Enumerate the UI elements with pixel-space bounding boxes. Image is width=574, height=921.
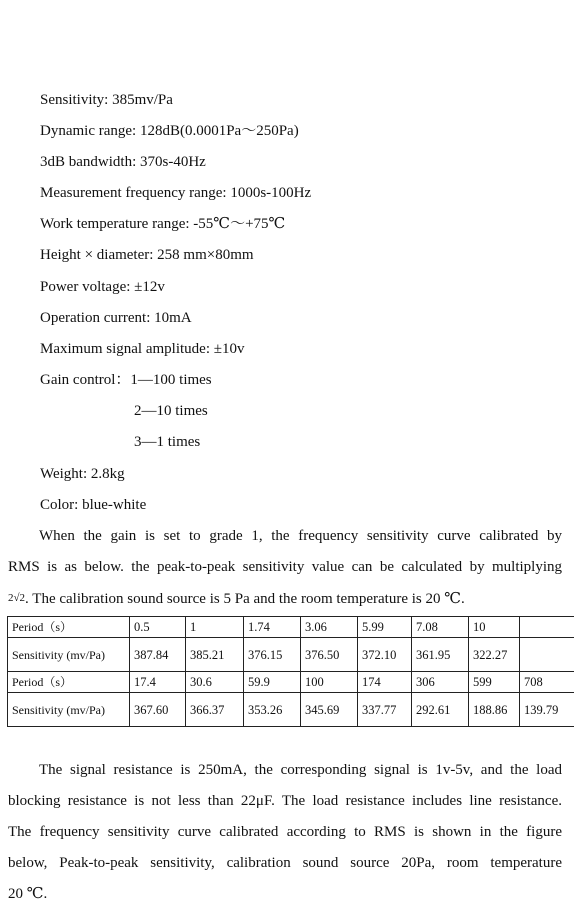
table-row	[8, 638, 574, 672]
paragraph2-line3: The frequency sensitivity curve calibrated according to RMS is shown in the figure	[8, 824, 562, 840]
table-cell: 0.5	[130, 617, 186, 638]
spec-gain-2: 2—10 times	[134, 403, 208, 419]
table-cell: 372.10	[358, 638, 412, 672]
paragraph2-line1: The signal resistance is 250mA, the corresponding signal is 1v-5v, and the load	[39, 762, 562, 778]
table-row	[8, 617, 574, 638]
table-cell: 5.99	[358, 617, 412, 638]
table-cell: 174	[358, 672, 412, 693]
spec-dimensions: Height × diameter: 258 mm×80mm	[40, 247, 254, 263]
sqrt-symbol: √2	[13, 592, 26, 604]
table-cell: Period（s）	[8, 672, 130, 693]
spec-color: Color: blue-white	[40, 497, 147, 513]
table-cell: 385.21	[186, 638, 244, 672]
table-row	[8, 693, 574, 727]
spec-weight: Weight: 2.8kg	[40, 466, 125, 482]
paragraph2-line5: 20 ℃.	[8, 886, 48, 902]
table-cell: Sensitivity (mv/Pa)	[8, 693, 130, 727]
table-cell: Sensitivity (mv/Pa)	[8, 638, 130, 672]
spec-power-voltage: Power voltage: ±12v	[40, 279, 165, 295]
calibration-paragraph	[8, 521, 562, 615]
spec-max-amplitude: Maximum signal amplitude: ±10v	[40, 341, 245, 357]
table-cell	[520, 617, 574, 638]
table-cell: Period（s）	[8, 617, 130, 638]
spec-gain-control: Gain control：1—100 times	[40, 372, 212, 388]
spec-gain-3: 3—1 times	[134, 434, 201, 450]
table-cell: 292.61	[412, 693, 469, 727]
table-cell: 100	[301, 672, 358, 693]
table-cell: 10	[469, 617, 520, 638]
table-cell: 708	[520, 672, 574, 693]
table-cell: 3.06	[301, 617, 358, 638]
paragraph1-line3-text: . The calibration sound source is 5 Pa and the room temperature is 20 ℃.	[25, 591, 465, 607]
table-cell: 139.79	[520, 693, 574, 727]
table-cell: 599	[469, 672, 520, 693]
paragraph2-line2: blocking resistance is not less than 22μF. The load resistance includes line resistance.	[8, 793, 562, 809]
table-cell: 387.84	[130, 638, 186, 672]
table-cell: 376.15	[244, 638, 301, 672]
spec-measurement-range: Measurement frequency range: 1000s-100Hz	[40, 185, 312, 201]
table-cell	[520, 638, 574, 672]
spec-bandwidth: 3dB bandwidth: 370s-40Hz	[40, 154, 206, 170]
table-cell: 361.95	[412, 638, 469, 672]
table-cell: 345.69	[301, 693, 358, 727]
table-cell: 17.4	[130, 672, 186, 693]
spec-sensitivity: Sensitivity: 385mv/Pa	[40, 92, 173, 108]
table-cell: 376.50	[301, 638, 358, 672]
paragraph1-line3	[8, 583, 562, 615]
table-cell: 353.26	[244, 693, 301, 727]
spec-work-temperature: Work temperature range: -55℃～+75℃	[40, 216, 286, 232]
table-cell: 1	[186, 617, 244, 638]
paragraph1-line2: RMS is as below. the peak-to-peak sensitivity value can be calculated by multiplying	[8, 559, 562, 575]
paragraph2-line4: below, Peak-to-peak sensitivity, calibration sound source 20Pa, room temperature	[8, 855, 562, 871]
sqrt-prefix: 2	[8, 592, 14, 604]
signal-paragraph	[8, 755, 562, 910]
spec-dynamic-range: Dynamic range: 128dB(0.0001Pa～250Pa)	[40, 123, 299, 139]
table-cell: 188.86	[469, 693, 520, 727]
table-cell: 1.74	[244, 617, 301, 638]
table-cell: 337.77	[358, 693, 412, 727]
table-cell: 322.27	[469, 638, 520, 672]
table-cell: 366.37	[186, 693, 244, 727]
table-cell: 367.60	[130, 693, 186, 727]
table-cell: 306	[412, 672, 469, 693]
sensitivity-table	[7, 616, 574, 727]
spec-operation-current: Operation current: 10mA	[40, 310, 192, 326]
table-cell: 30.6	[186, 672, 244, 693]
table-cell: 59.9	[244, 672, 301, 693]
table-cell: 7.08	[412, 617, 469, 638]
table-row	[8, 672, 574, 693]
paragraph1-line1: When the gain is set to grade 1, the frequency sensitivity curve calibrated by	[39, 528, 562, 544]
